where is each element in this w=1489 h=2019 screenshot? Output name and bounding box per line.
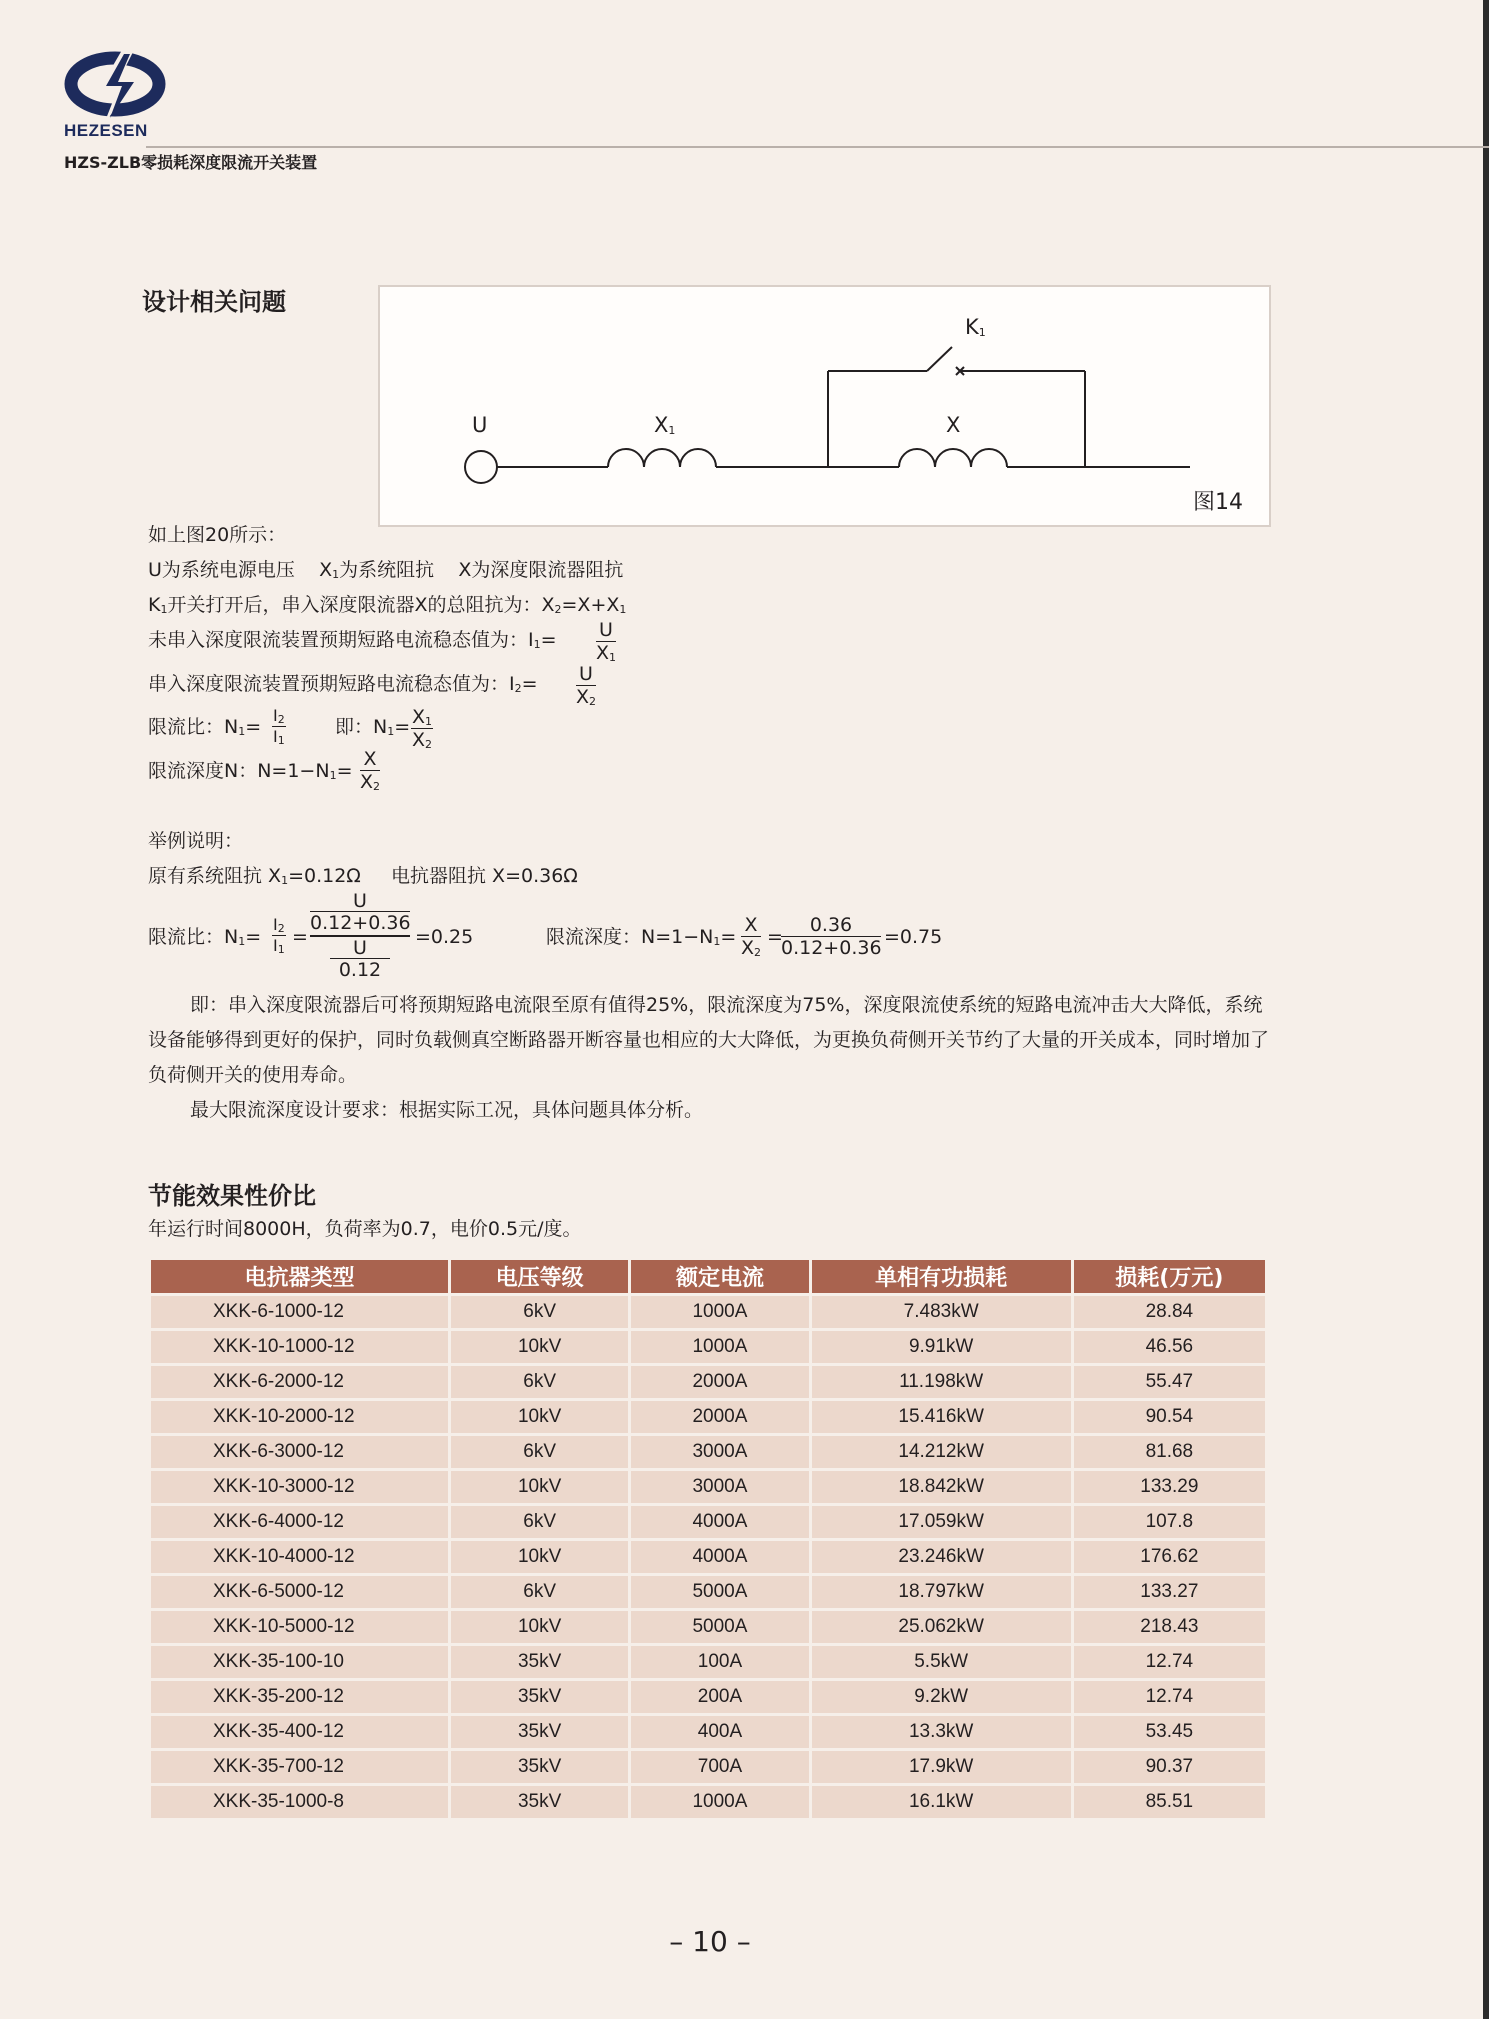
fraction-ratio-i: $\frac{I_2}{I_1}$ <box>273 706 285 747</box>
cell-current: 100A <box>631 1646 808 1678</box>
cell-cost: 133.29 <box>1074 1471 1265 1503</box>
example-depth-label: 限流深度：$N=1-N_1=$ <box>546 926 737 948</box>
cell-type: XKK-35-1000-8 <box>151 1786 448 1818</box>
example-ratio-i: $\frac{I_2}{I_1}$ <box>273 915 285 956</box>
fraction-i2: $\frac{U}{X_2}$ <box>576 663 597 708</box>
page-edge <box>1483 0 1489 2019</box>
cell-cost: 12.74 <box>1074 1681 1265 1713</box>
example-values: 原有系统阻抗 $X_1=0.12\Omega$ 电抗器阻抗 X=0.36Ω <box>148 865 578 887</box>
cell-loss: 18.842kW <box>812 1471 1071 1503</box>
fraction-ratio-x: $\frac{X_1}{X_2}$ <box>412 706 433 751</box>
label-k1: $K_1$ <box>965 315 986 339</box>
cell-voltage: 6kV <box>451 1506 628 1538</box>
example-title: 举例说明： <box>148 830 244 852</box>
cell-voltage: 35kV <box>451 1716 628 1748</box>
cell-cost: 28.84 <box>1074 1296 1265 1328</box>
cell-voltage: 10kV <box>451 1541 628 1573</box>
header-divider <box>146 146 1489 148</box>
header-voltage-level: 电压等级 <box>451 1260 628 1293</box>
cell-voltage: 10kV <box>451 1331 628 1363</box>
fraction-depth: $\frac{X}{X_2}$ <box>360 748 381 793</box>
example-depth-x: $\frac{X}{X_2}$ <box>741 914 762 959</box>
document-title: HZS-ZLB零损耗深度限流开关装置 <box>64 153 318 172</box>
page-number: – 10 – <box>669 1925 751 1958</box>
cell-type: XKK-6-3000-12 <box>151 1436 448 1468</box>
header-reactor-type: 电抗器类型 <box>151 1260 448 1293</box>
section-title-energy: 节能效果性价比 <box>148 1182 316 1210</box>
cell-loss: 5.5kW <box>812 1646 1071 1678</box>
cell-type: XKK-6-1000-12 <box>151 1296 448 1328</box>
cell-loss: 7.483kW <box>812 1296 1071 1328</box>
cell-type: XKK-10-1000-12 <box>151 1331 448 1363</box>
example-ratio-result: =0.25 <box>415 926 474 948</box>
table-row <box>151 1681 1265 1713</box>
table-row <box>151 1366 1265 1398</box>
figure-caption: 图14 <box>1193 490 1243 515</box>
cell-cost: 55.47 <box>1074 1366 1265 1398</box>
logo-text: HEZESEN <box>64 121 148 140</box>
example-compound-fraction: U 0.12+0.36 U 0.12 <box>310 890 411 981</box>
cell-current: 2000A <box>631 1401 808 1433</box>
cell-voltage: 10kV <box>451 1471 628 1503</box>
reactor-loss-table <box>148 1257 1268 1821</box>
formula-line-i2: 串入深度限流装置预期短路电流稳态值为：$I_2=$ <box>148 673 538 695</box>
formula-line-definitions: U为系统电源电压 $X_1$为系统阻抗 X为深度限流器阻抗 <box>148 559 624 581</box>
cell-cost: 12.74 <box>1074 1646 1265 1678</box>
energy-conditions: 年运行时间8000H，负荷率为0.7，电价0.5元/度。 <box>148 1218 582 1240</box>
cell-loss: 9.2kW <box>812 1681 1071 1713</box>
header-loss-cost: 损耗(万元) <box>1074 1260 1265 1293</box>
cell-current: 400A <box>631 1716 808 1748</box>
cell-cost: 46.56 <box>1074 1331 1265 1363</box>
table-row <box>151 1401 1265 1433</box>
cell-current: 4000A <box>631 1541 808 1573</box>
header-active-loss: 单相有功损耗 <box>812 1260 1071 1293</box>
cell-type: XKK-10-5000-12 <box>151 1611 448 1643</box>
cell-type: XKK-6-5000-12 <box>151 1576 448 1608</box>
cell-loss: 18.797kW <box>812 1576 1071 1608</box>
cell-voltage: 35kV <box>451 1751 628 1783</box>
cell-cost: 133.27 <box>1074 1576 1265 1608</box>
label-x1: $X_1$ <box>654 413 676 437</box>
circuit-diagram <box>378 285 1271 527</box>
cell-voltage: 10kV <box>451 1611 628 1643</box>
cell-loss: 9.91kW <box>812 1331 1071 1363</box>
fraction-i1: $\frac{U}{X_1}$ <box>596 619 617 664</box>
table-row <box>151 1611 1265 1643</box>
cell-current: 5000A <box>631 1611 808 1643</box>
cell-cost: 53.45 <box>1074 1716 1265 1748</box>
cell-cost: 90.54 <box>1074 1401 1265 1433</box>
cell-cost: 90.37 <box>1074 1751 1265 1783</box>
header-rated-current: 额定电流 <box>631 1260 808 1293</box>
cell-type: XKK-35-700-12 <box>151 1751 448 1783</box>
cell-current: 4000A <box>631 1506 808 1538</box>
example-depth-values: $\frac{0.36}{0.12+0.36}$ <box>781 914 882 959</box>
cell-current: 3000A <box>631 1471 808 1503</box>
table-row <box>151 1541 1265 1573</box>
section-title-design: 设计相关问题 <box>142 288 286 316</box>
table-row <box>151 1576 1265 1608</box>
formula-line-ratio: 限流比：$N_1=$ <box>148 716 262 738</box>
cell-voltage: 6kV <box>451 1576 628 1608</box>
cell-voltage: 6kV <box>451 1436 628 1468</box>
cell-loss: 13.3kW <box>812 1716 1071 1748</box>
cell-loss: 11.198kW <box>812 1366 1071 1398</box>
cell-loss: 15.416kW <box>812 1401 1071 1433</box>
cell-current: 700A <box>631 1751 808 1783</box>
cell-type: XKK-10-4000-12 <box>151 1541 448 1573</box>
cell-type: XKK-10-2000-12 <box>151 1401 448 1433</box>
cell-current: 2000A <box>631 1366 808 1398</box>
table-row <box>151 1331 1265 1363</box>
table-row <box>151 1786 1265 1818</box>
cell-voltage: 10kV <box>451 1401 628 1433</box>
formula-line-depth: 限流深度N：$N=1-N_1=$ <box>148 760 353 782</box>
cell-current: 200A <box>631 1681 808 1713</box>
example-ratio-label: 限流比：$N_1=$ <box>148 926 262 948</box>
cell-cost: 218.43 <box>1074 1611 1265 1643</box>
cell-voltage: 35kV <box>451 1646 628 1678</box>
cell-cost: 81.68 <box>1074 1436 1265 1468</box>
cell-type: XKK-6-4000-12 <box>151 1506 448 1538</box>
table-header-row <box>151 1260 1265 1293</box>
table-row <box>151 1506 1265 1538</box>
cell-current: 3000A <box>631 1436 808 1468</box>
table-row <box>151 1751 1265 1783</box>
cell-loss: 14.212kW <box>812 1436 1071 1468</box>
cell-voltage: 6kV <box>451 1366 628 1398</box>
cell-voltage: 6kV <box>451 1296 628 1328</box>
formula-line-total-impedance: $K_1$开关打开后，串入深度限流器X的总阻抗为：$X_2=X+X_1$ <box>148 594 627 616</box>
cell-current: 1000A <box>631 1296 808 1328</box>
table-row <box>151 1296 1265 1328</box>
cell-cost: 107.8 <box>1074 1506 1265 1538</box>
cell-loss: 17.059kW <box>812 1506 1071 1538</box>
cell-loss: 16.1kW <box>812 1786 1071 1818</box>
cell-type: XKK-35-400-12 <box>151 1716 448 1748</box>
example-depth-eq2: = <box>767 926 783 948</box>
formula-intro: 如上图20所示： <box>148 524 287 546</box>
cell-loss: 23.246kW <box>812 1541 1071 1573</box>
design-requirement-paragraph: 最大限流深度设计要求：根据实际工况，具体问题具体分析。 <box>190 1099 704 1121</box>
example-depth-result: =0.75 <box>884 926 943 948</box>
example-ratio-eq2: = <box>292 926 308 948</box>
table-row <box>151 1471 1265 1503</box>
formula-line-ratio-equiv: 即：$N_1=$ <box>335 716 411 738</box>
cell-current: 5000A <box>631 1576 808 1608</box>
cell-voltage: 35kV <box>451 1681 628 1713</box>
cell-loss: 25.062kW <box>812 1611 1071 1643</box>
table-row <box>151 1436 1265 1468</box>
cell-type: XKK-10-3000-12 <box>151 1471 448 1503</box>
cell-voltage: 35kV <box>451 1786 628 1818</box>
cell-type: XKK-6-2000-12 <box>151 1366 448 1398</box>
label-u: U <box>472 413 488 437</box>
cell-current: 1000A <box>631 1786 808 1818</box>
cell-current: 1000A <box>631 1331 808 1363</box>
table-row <box>151 1646 1265 1678</box>
cell-type: XKK-35-200-12 <box>151 1681 448 1713</box>
table-row <box>151 1716 1265 1748</box>
cell-cost: 176.62 <box>1074 1541 1265 1573</box>
label-x: X <box>946 413 961 437</box>
cell-type: XKK-35-100-10 <box>151 1646 448 1678</box>
explanation-paragraph: 即：串入深度限流器后可将预期短路电流限至原有值得25%，限流深度为75%，深度限流使系统的短路电流冲击大大降低，系统设备能够得到更好的保护，同时负载侧真空断路器开断容量也相应的大大降低，为更换负荷侧开关节约了大量的开关成本，同时增加了负荷侧开关的使用寿命。 <box>148 994 1270 1086</box>
formula-line-i1: 未串入深度限流装置预期短路电流稳态值为：$I_1=$ <box>148 629 557 651</box>
cell-loss: 17.9kW <box>812 1751 1071 1783</box>
cell-cost: 85.51 <box>1074 1786 1265 1818</box>
